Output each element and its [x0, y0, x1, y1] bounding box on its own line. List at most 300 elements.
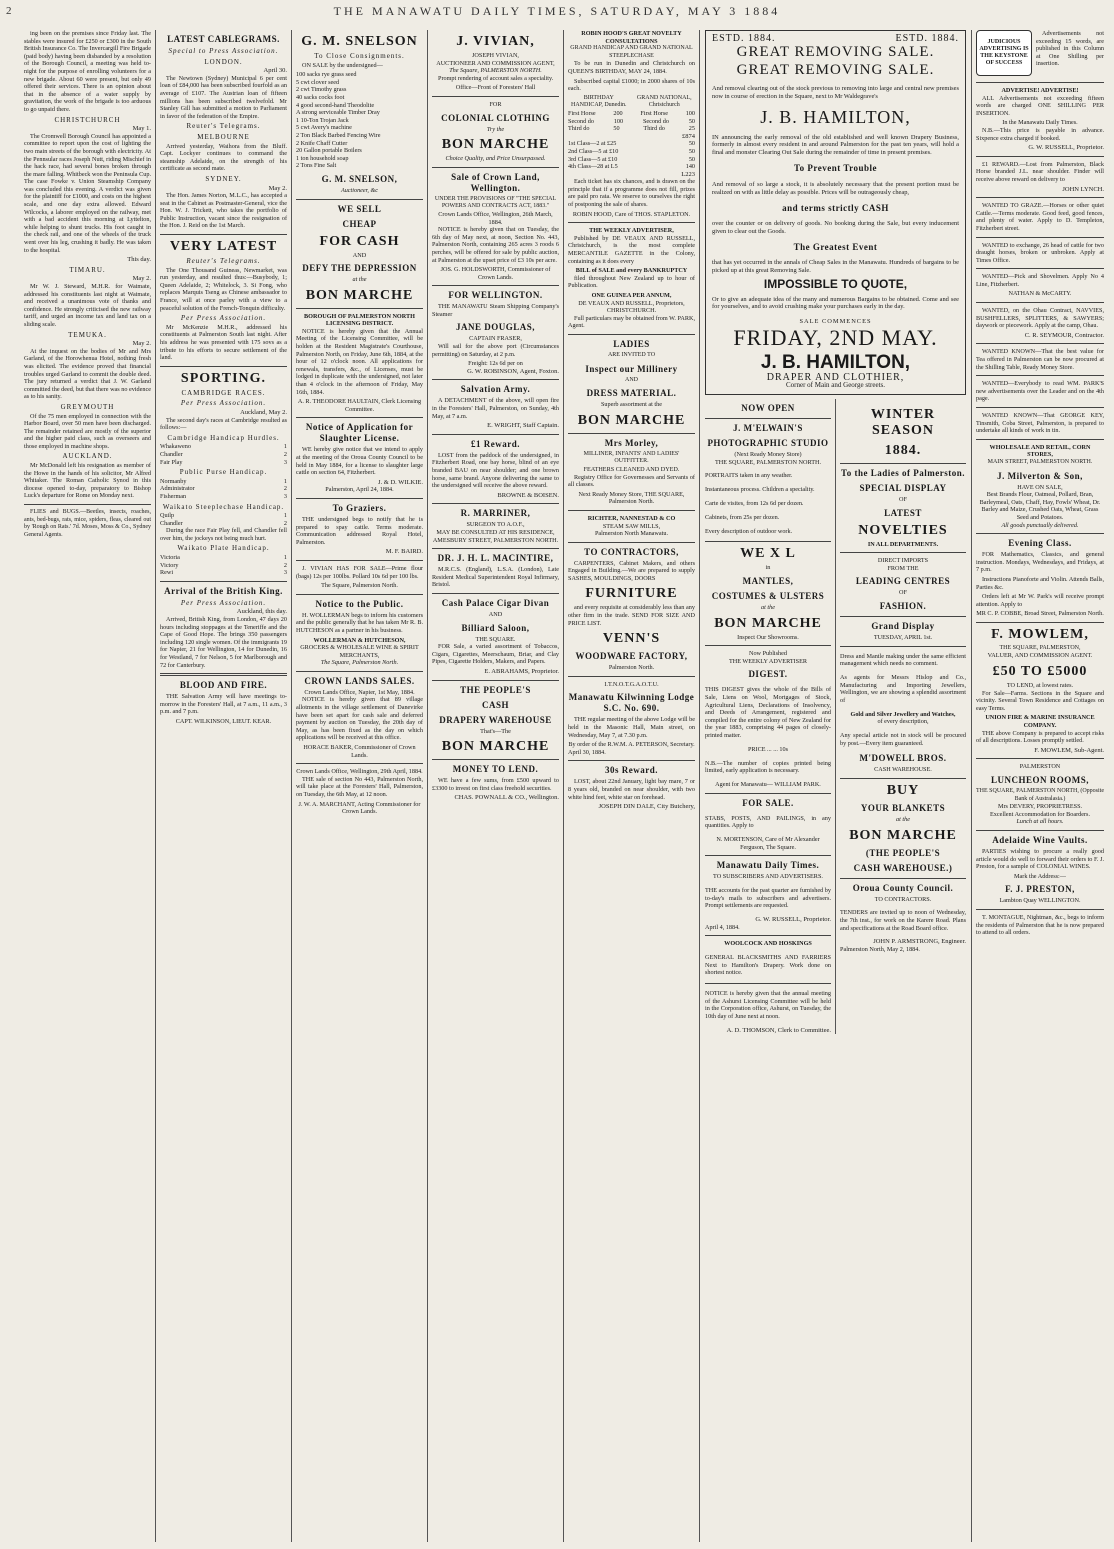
- result-row: Quilp 1: [160, 512, 287, 520]
- studio-sub: (Next Ready Money Store): [734, 451, 802, 459]
- divider: [296, 199, 423, 200]
- column-6-7-wide: [700, 30, 972, 1542]
- adv2-text: ALL Advertisements not exceeding fifteen words are charged ONE SHILLING PER INSERTION.: [976, 94, 1104, 117]
- russell-8: G. W. RUSSELL, Proprietor.: [1028, 144, 1104, 152]
- nb-text: N.B.—This price is payable in advance. Sixpence extra charged if booked.: [976, 126, 1104, 142]
- seymour: C. R. SEYMOUR, Contractor.: [1024, 331, 1104, 339]
- col1-intro: ing been on the premises since Friday last. The stables were insured for £250 or £300 in the South British Insurance Co. The Invercargill Fire Brigade (paid body) having been disbanded by a resolution of the Borough Council, a meeting was held to-night for the purpose of enrolling volunteers for a new brigade. About 60 were present, but only 49 offered their services. There is an opinion about that in the absence of a water supply by gravitation, the work of the brigade is too arduous to go unpaid there.: [24, 30, 151, 113]
- london-head: LONDON.: [204, 57, 243, 66]
- masthead: [0, 0, 1114, 22]
- slaughter-date: Palmerston, April 24, 1884.: [325, 486, 394, 494]
- oroua-contractors: TO CONTRACTORS.: [874, 895, 932, 903]
- column-1-news: [20, 30, 156, 1542]
- divider: [976, 622, 1104, 623]
- for-sale: FOR SALE.: [742, 797, 794, 808]
- money-sign: CHAS. POWNALL & CO., Wellington.: [454, 794, 559, 802]
- temuka-date: May 2.: [132, 340, 151, 348]
- ship-name: JANE DOUGLAS,: [455, 322, 535, 333]
- divider: [296, 560, 423, 561]
- vivian-addr-4: The Square, PALMERSTON NORTH.: [449, 67, 542, 75]
- estd-right: ESTD. 1884.: [895, 33, 959, 44]
- valuer: VALUER, AND COMMISSION AGENT.: [987, 652, 1093, 660]
- thats: That's—The: [480, 727, 511, 735]
- richter-head: RICHTER, NANNESTAD & CO: [587, 514, 676, 522]
- crown2-sign: J. W. A. MARCHANT, Acting Commissioner for Crown Lands.: [298, 800, 421, 816]
- preston-addr: Mark the Address:—: [1014, 872, 1066, 880]
- richter-addr: Palmerston North Manawatu.: [594, 530, 669, 538]
- studio: PHOTOGRAPHIC STUDIO: [707, 438, 829, 449]
- wanted-exchange: WANTED to exchange, 26 head of cattle for two draught horses, broken or unbroken. Apply at Times Office.: [976, 241, 1104, 264]
- snelson-item: 5 cwt clover seed: [296, 78, 340, 86]
- sydney-head: SYDNEY.: [205, 174, 242, 183]
- salvation-sign: E. WRIGHT, Staff Captain.: [487, 422, 559, 430]
- wanted-known: WANTED KNOWN—That the best value for Tea offered in Palmerston can be now procured at the Shilling Table, Ready Money Store.: [976, 348, 1104, 371]
- stabs: STABS, POSTS, AND PAILINGS, in any quantities. Apply to: [705, 814, 831, 830]
- cabinets: Cabinets, from 25s per dozen.: [705, 513, 780, 521]
- arrival-head: Arrival of the British King.: [164, 585, 283, 596]
- christchurch-text: The Cromwell Borough Council has appointed a committee to report upon the cost of lighting the two main streets of the borough with electricity. At the Pennsular races Joseph Nutt, riding Mischief in the hack race, had several bones broken through the mare falling. Whitbeck won the Peninsula Cup. The case Fowke v. Union Steamship Company was concluded this evening. A verdict was given for the plaintiff for £1000, and costs on the highest scale, and one day extra allowed. Edward Wilcocks, a laborer employed on the railway, met with a bad accident this morning at Lyttelton, while helping to shunt trucks. His foot caught in the check rail, and one of the wheels of the truck went over his leg, crushing it badly. He was taken to the hospital.: [24, 132, 151, 254]
- sale-crown-text: NOTICE is hereby given that on Tuesday, the 6th day of May next, at noon, Section No. 443, Palmerston North, containing 265 acres 3 roods 6 perches, will be offered for sale by public auction, at Palmerston at the upset price of £3 10s per acre.: [432, 226, 559, 264]
- divider: [840, 778, 966, 779]
- result-row: Chandler 2: [160, 519, 287, 527]
- cash: CASH: [481, 699, 509, 710]
- bon-marche-5: BON MARCHE: [577, 412, 686, 428]
- auckland-text: Mr McDonald left his resignation as member of the Howe in the hands of his solicitor, Mr Alfred Whitaker. The Roman Catholic Synod in this diocese opened to-day, preparatory to Bishop Luck's departure for Rome on Monday next.: [24, 462, 151, 500]
- reward30-text: LOST, about 22nd January, light bay mare, 7 or 8 years old, branded on near shoulder, with two white hind feet, white star on forehead.: [568, 778, 695, 801]
- snelson-sign: G. M. SNELSON,: [321, 173, 398, 184]
- snelson-sub: To Close Consignments.: [314, 52, 405, 60]
- divider: [705, 855, 831, 856]
- delivered: All goods punctually delivered.: [1001, 521, 1079, 529]
- divider: [568, 334, 695, 335]
- ladies-palmerston: To the Ladies of Palmerston.: [841, 468, 965, 479]
- manawatu-times: In the Manawatu Daily Times.: [1002, 119, 1078, 127]
- macintire-text: M.R.C.S. (England), L.S.A. (London), Late Resident Medical Superintendent Royal Infirmary, Bristol.: [432, 566, 559, 589]
- wanted-navvies: WANTED, on the Ohau Contract, NAVVIES, BUSHFELLERS, SPLITTERS, & SAWYERS; daywork or piecework. Apply at the camp, Ohau.: [976, 307, 1104, 330]
- melbourne-text: Arrived yesterday, Waihora from the Bluff. Capt. Lockyer continues to command the steamship Adelaide, on the strength of his certificate as second mate.: [160, 142, 287, 173]
- arrival-text: Arrived, British King, from London, 47 days 20 hours including stoppages at the Teneriffe and the Cape of Good Hope. The brings 350 passengers including 120 single women. Of the immigrants 19 for Napier, 21 for Wellington, 14 for Dunedin, 16 for Westland, 7 for Nelson, 5 for Marlborough and 72 for Canterbury.: [160, 616, 287, 669]
- snelson-item: A strong serviceable Timber Dray: [296, 109, 380, 117]
- mortenson: N. MORTENSON, Care of Mr Alexander Ferguson, The Square.: [716, 836, 820, 851]
- divider: [976, 237, 1104, 238]
- oroua-sign: JOHN P. ARMSTRONG, Engineer.: [873, 938, 966, 946]
- reuters-head: Reuter's Telegrams.: [186, 122, 261, 131]
- and-5: AND: [625, 376, 638, 383]
- ship-sign: G. W. ROBINSON, Agent, Foxton.: [467, 367, 559, 375]
- cheap: CHEAP: [342, 218, 377, 229]
- wanted-pick: WANTED—Pick and Shovelmen. Apply No 4 Line, Fitzherbert.: [976, 273, 1104, 288]
- contractors-head: TO CONTRACTORS,: [584, 546, 679, 557]
- divider: [568, 676, 695, 677]
- mantles: MANTLES,: [742, 575, 794, 586]
- bon-marche-6: BON MARCHE: [714, 615, 822, 631]
- divider: [432, 593, 559, 594]
- now-open: NOW OPEN: [741, 403, 795, 414]
- subscribers-text: THE accounts for the past quarter are furnished by to-day's mails to subscribers and advertisers. Prompt settlements are requested.: [705, 887, 831, 910]
- divider: [705, 645, 831, 646]
- wholesale: WHOLESALE AND RETAIL, CORN STORES,: [989, 443, 1091, 459]
- invited: ARE INVITED TO: [607, 351, 656, 358]
- christchurch-head: CHRISTCHURCH: [54, 115, 121, 124]
- licensing-text: NOTICE is hereby given that the Annual Meeting of the Licensing Committee, will be holden at the Resident Magistrate's Courthouse, Palmerston North, on Friday, June 6th, 1884, at the hour of 12 o'clock noon. All applications for renewals, transfers, &c., of Licenses, must be lodged in duplicate with the undersigned, not later than 4 o'clock in the afternoon of Friday, May 16th, 1884.: [296, 327, 423, 396]
- excellent: Excellent Accommodation for Boarders.: [990, 810, 1090, 818]
- divider: [705, 935, 831, 936]
- divider: [568, 433, 695, 434]
- sydney-text: The Hon. James Norton, M.L.C., has accepted a seat in the Cabinet as Postmaster-General, vice the Hon. W. J. Trickett, who takes the portfolio of Public Instruction, vacant since the resignation of the Hon. J. Reid on the 1st March.: [160, 192, 287, 230]
- melwain-head: J. M'ELWAIN'S: [733, 423, 803, 434]
- arrival-sub: Per Press Association.: [180, 598, 267, 607]
- divider: [705, 541, 831, 542]
- price: PRICE ... ... 10s: [747, 745, 789, 753]
- mowlem: F. MOWLEM,: [991, 626, 1089, 642]
- licensing-sign: A. R. THEODORE HAULTAIN, Clerk Licensing Committee.: [297, 398, 422, 413]
- purse-results: [160, 478, 287, 501]
- result-row: Administrator 2: [160, 485, 287, 493]
- agents-text: As agents for Messrs Hislop and Co., Manufacturing and Importing Jewellers, Wellington, we are showing a splendid assortment of: [840, 674, 966, 704]
- greatest-text: that has yet occurred in the annals of Cheap Sales in the Manawatu. Hundreds of bargains to be picked up at this great Removing Sale.: [712, 259, 959, 275]
- slaughter-sign: J. & D. WILKIE.: [377, 478, 423, 486]
- wollerman: WOLLERMAN & HUTCHESON,: [313, 636, 406, 644]
- union: UNION FIRE & MARINE INSURANCE COMPANY.: [985, 714, 1095, 730]
- terms-cash: and terms strictly CASH: [782, 202, 889, 213]
- corner: Corner of Main and George streets.: [785, 381, 885, 390]
- reward-sign: BROWNE & BOISEN.: [497, 491, 559, 499]
- result-row: Normanby 1: [160, 477, 287, 485]
- great-removing-2: GREAT REMOVING SALE.: [736, 61, 935, 78]
- divider: [976, 302, 1104, 303]
- national-head: GRAND NATIONAL, Christchurch: [636, 94, 692, 109]
- venns: VENN'S: [602, 631, 661, 647]
- cigar-sub: AND: [488, 610, 503, 618]
- adelaide: Adelaide Wine Vaults.: [992, 834, 1088, 845]
- lodge-head: Manawatu Kilwinning Lodge S.C. No. 690.: [568, 692, 695, 714]
- page-number: 2: [6, 5, 15, 17]
- lodge-date: April 30, 1884.: [568, 748, 606, 756]
- steeple-results: [160, 512, 287, 527]
- for-cash: FOR CASH: [319, 233, 400, 249]
- hamilton-head: J. B. HAMILTON,: [760, 107, 911, 128]
- prize-table: [568, 110, 695, 133]
- draper: DRAPER AND CLOTHIER,: [766, 372, 905, 384]
- divider: [840, 646, 966, 647]
- lodge-sign: By order of the R.W.M. A. PETERSON, Secretary.: [568, 741, 695, 749]
- weekly-sub: Published by DE VEAUX AND RUSSELL, Christchurch, is the most complete MERCANTILE GAZETTE in the Colony, containing as it does every: [568, 234, 695, 265]
- divider: [840, 616, 966, 617]
- divider: [568, 510, 695, 511]
- advertise-head: ADVERTISE! ADVERTISE!: [1001, 87, 1079, 94]
- terms-text: over the counter or on delivery of goods. No booking during the Sale, but every inducement given to clear out the Goods.: [712, 220, 959, 235]
- press-assoc: Per Press Association.: [180, 314, 267, 323]
- morley-addr: Next Ready Money Store, THE SQUARE, Palmerston North.: [578, 490, 685, 506]
- very-latest-head: VERY LATEST: [169, 239, 278, 255]
- leading-centres: LEADING CENTRES: [855, 576, 951, 587]
- snelson-item: 4 good second-hand Theodolite: [296, 101, 375, 109]
- licensing-head: BOROUGH OF PALMERSTON NORTH LICENSING DISTRICT.: [304, 312, 415, 328]
- column-4-ads: [428, 30, 564, 1542]
- prize-row: First Horse 200 First Horse 100: [568, 109, 695, 117]
- weekly-head: THE WEEKLY ADVERTISER,: [589, 227, 674, 235]
- carpenters: CARPENTERS, Cabinet Makers, and others Engaged in Building.—We are prepared to supply SASHES, MOULDINGS, DOORS: [568, 559, 695, 582]
- masthead-title: THE MANAWATU DAILY TIMES, SATURDAY, MAY 3 1884: [333, 4, 781, 18]
- slaughter-head: Notice of Application for Slaughter License.: [305, 422, 414, 444]
- estd-left: ESTD. 1884.: [712, 33, 776, 44]
- press-text: Mr McKenzie M.H.R., addressed his constituents at Palmerston South last night. After his address he was presented with 175 sovs as a tribute to his efforts to secure settlement of the land.: [160, 323, 287, 362]
- for-colonial: FOR: [489, 100, 502, 108]
- hamilton-big: J. B. HAMILTON,: [760, 352, 911, 374]
- class-row: 1st Class—2 at £25 50: [568, 140, 695, 148]
- hoods-total: £874: [682, 132, 695, 140]
- special-article: Any special article not in stock will be procured by post.—Every item guaranteed.: [840, 732, 966, 747]
- adv-text: Advertisements not exceeding 15 words, are published in this Column at One Shilling per insertion.: [1036, 30, 1104, 68]
- steeple-head: Waikato Steeplechase Handicap.: [162, 502, 285, 511]
- cambridge-loc: Auckland, May 2.: [240, 408, 287, 416]
- evening-class: Evening Class.: [1008, 538, 1072, 549]
- from-the: FROM THE: [887, 564, 919, 572]
- dress-text: Dress and Mantle making under the same efficient management which needs no comment.: [840, 652, 966, 668]
- divider: [976, 758, 1104, 759]
- hoods-head: ROBIN HOOD'S GREAT NOVELTY CONSULTATIONS: [581, 30, 682, 45]
- auckland-head: AUCKLAND.: [62, 452, 113, 461]
- oroua-date: Palmerston North, May 2, 1884.: [840, 946, 920, 953]
- divider: [976, 830, 1104, 831]
- billiard: Billiard Saloon,: [461, 622, 530, 633]
- christchurch-today: This day.: [127, 256, 151, 264]
- oroua-head: Oroua County Council.: [852, 882, 954, 893]
- bill-of-sale: BILL of SALE and every BANKRUPTCY: [575, 267, 688, 275]
- grocers-addr: The Square, Palmerston North.: [320, 659, 399, 667]
- vivian-text: Prompt rendering of account sales a speciality.: [438, 74, 554, 82]
- snelson-item: 2 Tons Fine Salt: [296, 162, 337, 170]
- snelson-item: 40 sacks cocks foot: [296, 93, 345, 101]
- grand-display: Grand Display: [871, 621, 935, 631]
- mowlem-sign: F. MOWLEM, Sub-Agent.: [1034, 746, 1104, 754]
- divider: [705, 418, 831, 419]
- portraits: PORTRAITS taken in any weather.: [705, 472, 793, 480]
- in-text: in: [765, 564, 771, 572]
- divider: [432, 680, 559, 681]
- birthday-head: BIRTHDAY HANDICAP, Dunedin.: [571, 94, 627, 109]
- hoods-text: To be run in Dunedin and Christchurch on QUEEN'S BIRTHDAY, MAY 24, 1884.: [568, 60, 695, 75]
- result-row: Victory 2: [160, 561, 287, 569]
- prevent-trouble: To Prevent Trouble: [793, 163, 877, 174]
- great-removing-1: GREAT REMOVING SALE.: [736, 43, 935, 60]
- plate-head: Waikato Plate Handicap.: [177, 544, 270, 553]
- class-row: 2nd Class—5 at £10 50: [568, 147, 695, 155]
- snelson-item: 20 Gallon portable Boilers: [296, 147, 362, 155]
- sydney-date: May 2.: [268, 184, 287, 192]
- instructions: Instructions Pianoforte and Violin. Attends Balls, Parties &c.: [976, 575, 1104, 591]
- vivian-head: J. VIVIAN,: [456, 34, 535, 49]
- morley-sub: MILLINER, INFANTS' AND LADIES' OUTFITTER.: [583, 450, 680, 465]
- marriner-text: MAY BE CONSULTED AT HIS RESIDENCE, AMESBURY STREET, PALMERSTON NORTH.: [432, 528, 559, 544]
- cambridge-head: CAMBRIDGE RACES.: [181, 388, 266, 397]
- macintire-head: DR. J. H. L. MACINTIRE,: [437, 553, 554, 564]
- reward30-sign: JOSEPH DIN DALE, City Butchery,: [598, 803, 695, 811]
- column-7: [840, 399, 966, 1034]
- sale-crown-head: Sale of Crown Land, Wellington.: [451, 171, 540, 193]
- bon-marche-4: BON MARCHE: [441, 137, 550, 153]
- plate-results: [160, 554, 287, 577]
- bon-marche-3: BON MARCHE: [305, 287, 414, 303]
- money-head: MONEY TO LEND.: [452, 764, 539, 775]
- vivian-office: Office—Front of Foresters' Hall: [455, 84, 536, 92]
- impossible-text: Or to give an adequate idea of the many and numerous Bargains to be obtained. Come and see for yourselves, and to avoid crushing make your purchases early in the day.: [712, 295, 959, 311]
- cables-head: LATEST CABLEGRAMS.: [167, 34, 280, 44]
- cigar-head: Cash Palace Cigar Divan: [441, 597, 550, 608]
- snelson-text: ON SALE by the undersigned—: [302, 61, 383, 69]
- friday-date: FRIDAY, 2ND MAY.: [733, 325, 938, 351]
- hoods-total2: L223: [681, 170, 695, 178]
- evening-text: FOR Mathematics, Classics, and general instruction. Mondays, Wednesdays, and Fridays, at 7 p.m.: [976, 551, 1104, 574]
- graziers-sign: M. F. BAIRD.: [385, 548, 423, 556]
- class-table: [568, 140, 695, 170]
- graziers-text: THE undersigned begs to notify that he is prepared to spay cattle. Terms moderate. Communication addressed Royal Hotel, Palmerston.: [296, 515, 423, 546]
- salvation-head: Salvation Army.: [460, 384, 531, 395]
- divider: [24, 504, 151, 505]
- temuka-text: At the inquest on the bodies of Mr and Mrs Garland, of the Horowhenua Hotel, nothing fresh was elicited. The evidence proved that financial troubles urged Garland to commit the double deed. The jury returned a verdict that J. W. Garland committed the deed, but that there was no evidence as to his sanity.: [24, 347, 151, 401]
- morley-text2: Registry Office for Governesses and Servants of all classes.: [568, 473, 695, 489]
- london-date: April 30.: [263, 67, 287, 75]
- columns: [20, 30, 1110, 1542]
- blood-sign: CAPT. WILKINSON, LIEUT. KEAR.: [175, 717, 272, 725]
- divider: [976, 197, 1104, 198]
- peoples-head: THE PEOPLE'S: [460, 684, 531, 695]
- every-work: Every description of outdoor work.: [705, 527, 793, 535]
- greymouth-text: Of the 75 men employed in connection with the Harbor Board, over 50 men have been discharged. The remainder retained are mostly of the superior and the higher paid class, such as overseers and those employed in machine shops.: [24, 412, 151, 450]
- union-text: THE above Company is prepared to accept risks of all descriptions. Losses promptly settled.: [976, 729, 1104, 745]
- snelson-item: 5 cwt Avery's machine: [296, 124, 352, 132]
- prize-headers: [568, 95, 695, 110]
- divider: [432, 503, 559, 504]
- estd-row: [712, 35, 959, 43]
- divider: [432, 285, 559, 286]
- logo-text: JUDICIOUS ADVERTISING IS THE KEYSTONE OF SUCCESS: [979, 39, 1029, 66]
- drapery: DRAPERY WAREHOUSE: [439, 714, 552, 725]
- lend-amount: £50 TO £5000: [992, 664, 1088, 680]
- mowlem-addr: THE SQUARE, PALMERSTON,: [999, 644, 1081, 651]
- sporting-head: SPORTING.: [180, 370, 267, 386]
- oroua-text: TENDERS are invited up to noon of Wednesday, the 7th inst., for work on the Karere Road. Plans and specifications at the Road Board office.: [840, 909, 966, 932]
- furniture-text: and every requisite at considerably less than any other firm in the trade. SEND FOR SIZE AND PRICE LIST.: [568, 604, 695, 627]
- class-row: 3rd Class—5 at £10 50: [568, 155, 695, 163]
- peoples-7: (THE PEOPLE'S: [865, 847, 941, 858]
- divider: [432, 434, 559, 435]
- studio-addr: THE SQUARE, PALMERSTON NORTH.: [714, 458, 822, 466]
- notice-text: NOTICE is hereby given that the annual meeting of the Ashurst Licensing Committee will be held in the Corporation office, Ashurst, on Tuesday, the 10th day of June next at noon.: [705, 990, 831, 1020]
- divider: [976, 82, 1104, 83]
- public-text: H. WOLLERMAN begs to inform his customers and the public generally that he has taken Mr R. B. HUTCHESON as a partner in his business.: [296, 611, 423, 634]
- direct-imports: DIRECT IMPORTS: [877, 557, 929, 565]
- divider: [976, 407, 1104, 408]
- vivian-sub: JOSEPH VIVIAN,: [472, 52, 519, 59]
- column-8-classifieds: [972, 30, 1108, 1542]
- divider: [976, 533, 1104, 534]
- advertising-keystone-logo: [976, 30, 1032, 76]
- of-7: OF: [899, 496, 907, 504]
- colonial-clothing: COLONIAL CLOTHING: [441, 112, 550, 123]
- column-6: [705, 399, 836, 1034]
- impossible-quote: IMPOSSIBLE TO QUOTE,: [763, 277, 908, 292]
- captain: CAPTAIN FRASER,: [469, 335, 522, 343]
- tuesday: TUESDAY, APRIL 1st.: [873, 634, 933, 641]
- wanted-george-key: WANTED KNOWN—That GEORGE KEY, Tinsmith, Coba Street, Palmerston, is prepared to undertake all kinds of work in tin.: [976, 412, 1104, 435]
- iogt: I.T.N.O.T.G.A.O.T.U.: [604, 680, 659, 688]
- gold-silver: Gold and Silver Jewellery and Watches,: [850, 710, 956, 718]
- we-xl: WE X L: [740, 546, 796, 562]
- result-row: Fair Play 3: [160, 458, 287, 466]
- melbourne-head: MELBOURNE: [197, 132, 250, 141]
- divider: [432, 548, 559, 549]
- money-text: WE have a few sums, from £500 upward to £3300 to invest on first class freehold securities.: [432, 777, 559, 792]
- digest-note: N.B.—The number of copies printed being limited, early application is necessary.: [705, 759, 831, 775]
- marriner-role: SURGEON TO A.O.F.,: [466, 521, 525, 529]
- hamilton-text: IN announcing the early removal of the old established and well known Drapery Business, formerly in almost every resident in and around Palmerston for the past ten years, will hold a final and monster Clearing Out Sale during the remainder of time in present premises.: [712, 133, 959, 157]
- freight: Freight: 12s 6d per on: [468, 360, 523, 368]
- crown-head: CROWN LANDS SALES.: [304, 675, 415, 686]
- woolcock-head: WOOLCOCK AND HOSKINGS: [724, 940, 812, 948]
- column-5-ads: [564, 30, 700, 1542]
- divider: [432, 167, 559, 168]
- column-2-cables: [156, 30, 292, 1542]
- sale-crown-loc: Crown Lands Office, Wellington, 26th March, 1884.: [438, 210, 553, 226]
- divider: [705, 793, 831, 794]
- crown-sign: HORACE BAKER, Commissioner of Crown Lands.: [303, 744, 416, 759]
- weekly-text: filed throughout New Zealand up to hour of Publication.: [568, 274, 695, 290]
- clearing-text: And removal clearing out of the stock previous to removing into large and central new premises now in course of erection in the Square, next to Mr Waldegrave's: [712, 85, 959, 100]
- vivian-role: AUCTIONEER AND COMMISSION AGENT,: [436, 59, 555, 67]
- lend: TO LEND, at lowest rates.: [1006, 682, 1074, 690]
- divider: [296, 498, 423, 499]
- crown-text: NOTICE is hereby given that 89 village allotments in the village settlement of Danevirke have been set apart for cash sale and deferred payment by auction on Tuesday, the 20th day of May, as has been fixed as the day on which applications will be received at this office.: [296, 696, 423, 742]
- cash-warehouse-2: CASH WAREHOUSE.): [853, 862, 953, 873]
- richter-sub: STEAM SAW MILLS,: [602, 522, 661, 530]
- novelties: NOVELTIES: [858, 522, 948, 538]
- now-published: Now Published: [749, 650, 787, 658]
- morley-head: Mrs Morley,: [604, 437, 659, 448]
- hoods-sign: ROBIN HOOD, Care of THOS. STAPLETON.: [572, 210, 691, 218]
- have-on-sale: HAVE ON SALE,: [1017, 483, 1063, 491]
- cables-sub: Special to Press Association.: [168, 47, 279, 55]
- blood-head: BLOOD AND FIRE.: [179, 680, 268, 691]
- public-head: Notice to the Public.: [315, 598, 404, 609]
- lodge-text: THE regular meeting of the above Lodge will be held in the Masonic Hall, Main street, on Wednesday, May 7, at 7.30 p.m.: [568, 716, 695, 739]
- prize-row: Second do 100 Second do 50: [568, 117, 695, 125]
- daily-head: Manawatu Daily Times.: [716, 860, 820, 871]
- hurdles-results: [160, 443, 287, 466]
- lunch: Lunch at all hours.: [1016, 818, 1064, 826]
- vivian-addr: The Square, Palmerston North.: [321, 582, 398, 590]
- carte: Carte de visites, from 12s 6d per dozen.: [705, 499, 804, 507]
- wellington-head: FOR WELLINGTON.: [448, 290, 543, 301]
- snelson-item: 1 10-Ton Trojan Jack: [296, 116, 349, 124]
- snelson-item: 2 cwt Timothy grass: [296, 86, 347, 94]
- divider: [432, 379, 559, 380]
- inspect-showrooms: Inspect Our Showrooms.: [737, 633, 799, 641]
- divider: [160, 673, 287, 676]
- cigar-sign: E. ABRAHAMS, Proprietor.: [484, 667, 559, 675]
- snelson-item: 1 ton household soap: [296, 154, 349, 162]
- wellington-text: THE MANAWATU Steam Shipping Company's Steamer: [432, 303, 559, 318]
- hurdles-head: Cambridge Handicap Hurdles.: [167, 433, 280, 442]
- bon-marche-4b: BON MARCHE: [441, 739, 550, 755]
- greatest-event: The Greatest Event: [793, 242, 878, 253]
- try-the: Try the: [486, 125, 505, 133]
- blood-text: THE Salvation Army will have meetings to-morrow in the Foresters' Hall, at 7 a.m., 11 a.m., 3 p.m. and 7 p.m.: [160, 693, 287, 716]
- sale-crown-sign: JOS. G. HOLDSWORTH, Commissioner of Crown Lands.: [440, 266, 551, 281]
- ship-text: Will sail for the above port (Circumstances permitting) on Saturday, at 2 p.m.: [432, 343, 559, 358]
- divider: [432, 96, 559, 97]
- reward-head: £1 Reward.: [471, 438, 520, 449]
